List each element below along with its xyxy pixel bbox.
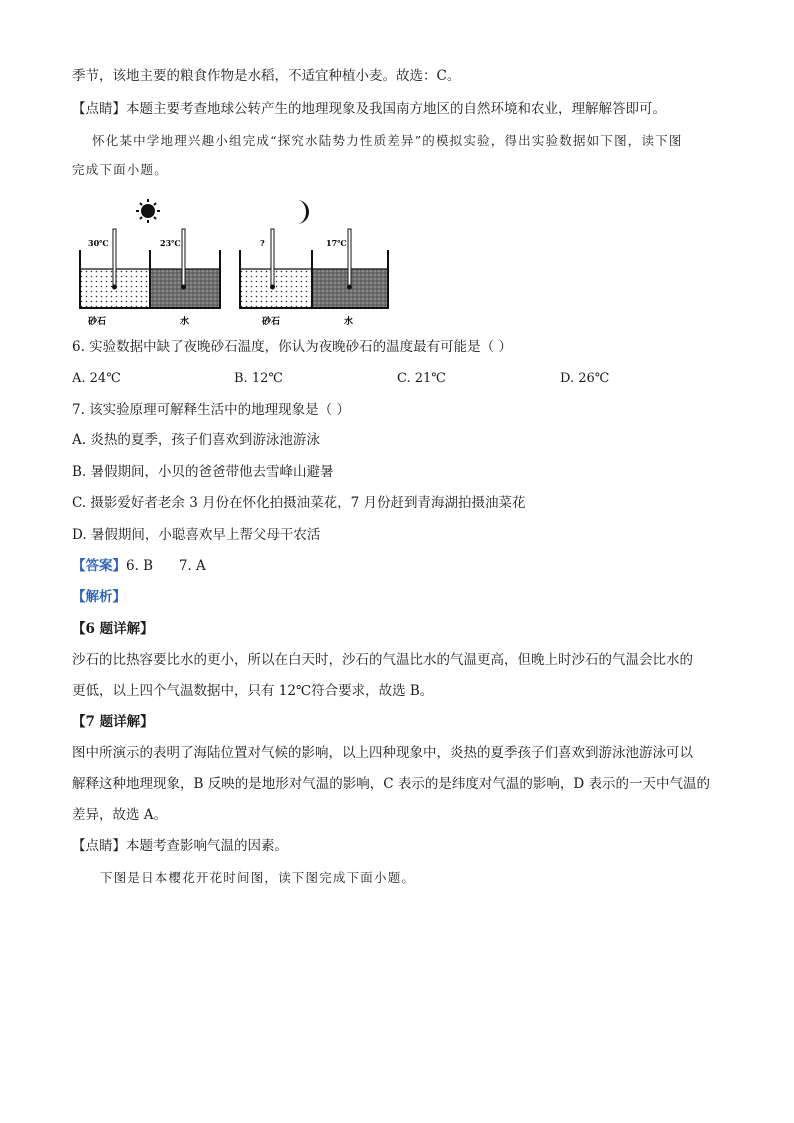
detail6-label: 【6 题详解】 bbox=[72, 621, 154, 637]
q6-option-d: D. 26℃ bbox=[560, 371, 610, 386]
day-water-label: 水 bbox=[180, 317, 190, 327]
q6-option-c: C. 21℃ bbox=[397, 371, 446, 386]
sun-icon bbox=[136, 199, 160, 223]
answer-value: 6. B 7. A bbox=[126, 558, 206, 574]
intro-line-1: 怀化某中学地理兴趣小组完成“探究水陆势力性质差异”的模拟实验，得出实验数据如下图，读下图 bbox=[92, 133, 683, 148]
night-sand-label: 砂石 bbox=[262, 317, 281, 327]
detail7-p1: 图中所演示的表明了海陆位置对气候的影响，以上四种现象中，炎热的夏季孩子们喜欢到游泳池游泳可以 bbox=[72, 745, 693, 761]
detail6-p2: 更低，以上四个气温数据中，只有 12℃符合要求，故选 B。 bbox=[72, 683, 434, 699]
detail6-p1: 沙石的比热容要比水的更小，所以在白天时，沙石的气温比水的气温更高，但晚上时沙石的气温会比水的 bbox=[72, 652, 693, 668]
dianjing-line-1: 【点睛】本题主要考查地球公转产生的地理现象及我国南方地区的自然环境和农业，理解解答即可。 bbox=[72, 101, 666, 117]
dianjing-line-2: 【点睛】本题考查影响气温的因素。 bbox=[72, 838, 288, 854]
next-intro: 下图是日本樱花开花时间图，读下图完成下面小题。 bbox=[100, 870, 416, 885]
day-sand-label: 砂石 bbox=[88, 317, 107, 327]
q7-option-b: B. 暑假期间，小贝的爸爸带他去雪峰山避暑 bbox=[72, 464, 334, 480]
day-water-temp: 23℃ bbox=[160, 238, 181, 248]
night-water-label: 水 bbox=[344, 317, 354, 327]
q7-option-a: A. 炎热的夏季，孩子们喜欢到游泳池游泳 bbox=[72, 432, 320, 448]
intro-line-2: 完成下面小题。 bbox=[72, 162, 168, 177]
night-sand-temp: ? bbox=[260, 238, 265, 248]
moon-icon bbox=[297, 200, 309, 224]
day-sand-temp: 30℃ bbox=[88, 238, 109, 248]
detail7-p2: 解释这种地理现象，B 反映的是地形对气温的影响，C 表示的是纬度对气温的影响，D 表示的一天中气温的 bbox=[72, 776, 710, 792]
q7-option-d: D. 暑假期间，小聪喜欢早上帮父母干农活 bbox=[72, 527, 321, 543]
experiment-figure bbox=[74, 194, 414, 334]
detail7-p3: 差异，故选 A。 bbox=[72, 807, 168, 823]
analysis-label: 【解析】 bbox=[72, 589, 126, 605]
q6-option-a: A. 24℃ bbox=[72, 371, 121, 386]
answer-line bbox=[72, 556, 206, 576]
detail7-label: 【7 题详解】 bbox=[72, 714, 154, 730]
q6-option-b: B. 12℃ bbox=[234, 371, 283, 386]
text-line-1: 季节，该地主要的粮食作物是水稻，不适宜种植小麦。故选：C。 bbox=[72, 68, 461, 84]
q7-stem: 7. 该实验原理可解释生活中的地理现象是（ ） bbox=[72, 402, 350, 418]
answer-label: 【答案】 bbox=[72, 558, 126, 574]
night-water-temp: 17℃ bbox=[326, 238, 347, 248]
q7-option-c: C. 摄影爱好者老余 3 月份在怀化拍摄油菜花，7 月份赶到青海湖拍摄油菜花 bbox=[72, 495, 526, 511]
q6-stem: 6. 实验数据中缺了夜晚砂石温度，你认为夜晚砂石的温度最有可能是（ ） bbox=[72, 339, 512, 355]
